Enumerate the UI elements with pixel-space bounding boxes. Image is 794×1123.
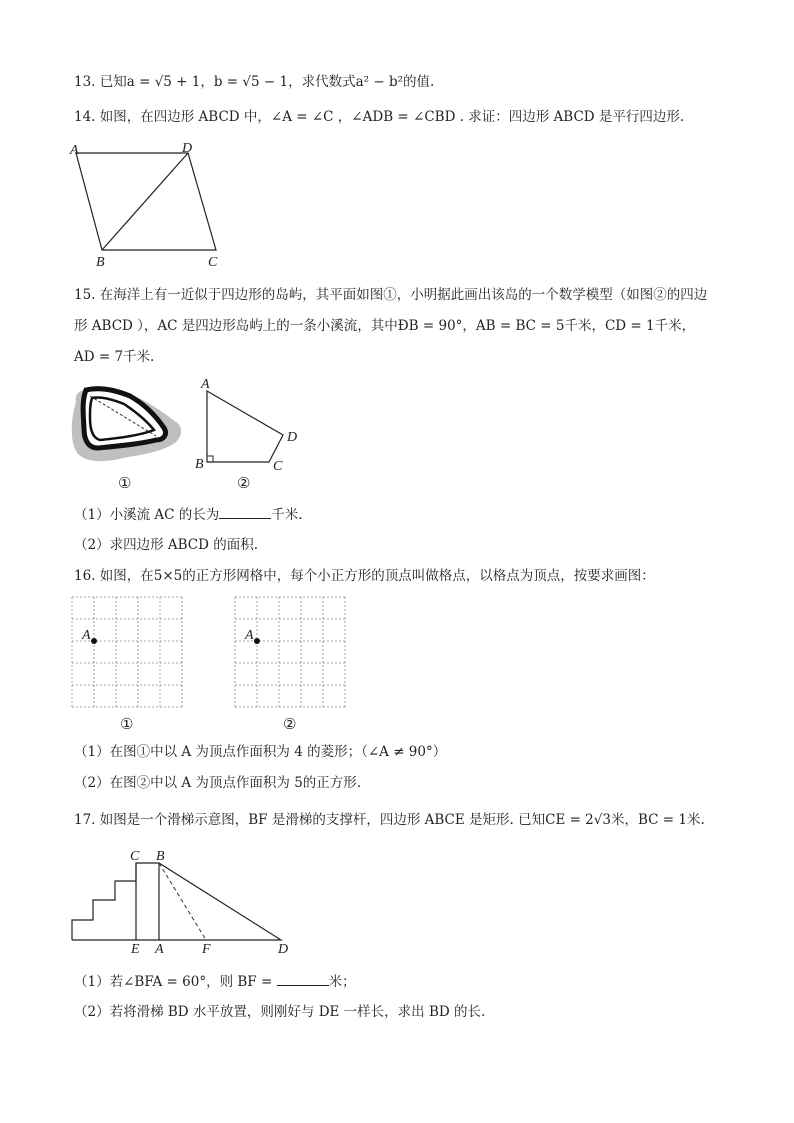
q16-sub2: （2）在图②中以 A 为顶点作面积为 5的正方形.: [74, 775, 362, 791]
q16-grid-2: [235, 597, 350, 735]
q16-grid2-label-a: A: [245, 628, 254, 643]
q17-slide-figure: [70, 848, 300, 958]
q16-grid-1: [72, 597, 187, 735]
question-15-line-1: 15. 在海洋上有一近似于四边形的岛屿，其平面如图①，小明据此画出该岛的一个数学模型（如图②的四边: [74, 287, 708, 303]
q15-quadrilateral-figure: [195, 378, 315, 493]
q17-label-d: D: [278, 942, 289, 957]
q14-parallelogram-figure: [70, 140, 230, 270]
q16-sub1: （1）在图①中以 A 为顶点作面积为 4 的菱形；（∠A ≠ 90°）: [74, 744, 447, 760]
q15-label-a: A: [201, 377, 210, 392]
q14-label-a: A: [70, 143, 79, 158]
q17-sub1-unit: 米；: [328, 974, 356, 990]
q15-sub1-text: （1）小溪流 AC 的长为: [74, 507, 220, 523]
q15-right-angle-mark: [207, 456, 213, 462]
q15-label-b: B: [195, 457, 204, 472]
q15-sub1: [74, 506, 303, 524]
q17-support-bf: [159, 863, 206, 940]
q16-grid1-point-a: [91, 638, 97, 644]
q14-label-d: D: [182, 141, 193, 156]
q17-sub1-text: （1）若∠BFA = 60°，则 BF =: [74, 974, 273, 990]
q17-slide-outline: [72, 863, 281, 940]
q15-sub1-unit: 千米.: [271, 507, 303, 523]
question-16: 16. 如图，在5×5的正方形网格中，每个小正方形的顶点叫做格点，以格点为顶点，按要求画图：: [74, 568, 655, 584]
q15-answer-blank[interactable]: [219, 506, 271, 519]
q17-label-c: C: [130, 849, 140, 864]
q17-label-a: A: [155, 942, 164, 957]
question-14: 14. 如图，在四边形 ABCD 中，∠A = ∠C ，∠ADB = ∠CBD . 求证：四边形 ABCD 是平行四边形.: [74, 109, 685, 125]
q14-label-c: C: [208, 255, 218, 270]
q15-label-c: C: [273, 459, 283, 474]
q15-fig2-label: ②: [237, 476, 251, 492]
q16-grid1-label-a: A: [82, 628, 91, 643]
question-13: 13. 已知a = √5 + 1，b = √5 − 1，求代数式a² − b²的值.: [74, 74, 435, 90]
q17-label-f: F: [202, 942, 211, 957]
q16-fig1-label: ①: [120, 717, 134, 733]
q15-island-figure: [68, 382, 188, 492]
q16-fig2-label: ②: [283, 717, 297, 733]
q14-label-b: B: [96, 255, 105, 270]
q16-grid2-point-a: [254, 638, 260, 644]
q17-label-e: E: [131, 942, 140, 957]
q17-sub2: （2）若将滑梯 BD 水平放置，则刚好与 DE 一样长，求出 BD 的长.: [74, 1004, 486, 1020]
q17-sub1: [74, 973, 356, 991]
q15-sub2: （2）求四边形 ABCD 的面积.: [74, 537, 259, 553]
q15-fig1-label: ①: [118, 476, 132, 492]
q15-quadrilateral: [207, 391, 283, 462]
q14-quadrilateral: [76, 153, 216, 250]
q17-answer-blank[interactable]: [277, 973, 329, 986]
question-17: 17. 如图是一个滑梯示意图，BF 是滑梯的支撑杆，四边形 ABCE 是矩形. 已知CE = 2√3米，BC = 1米.: [74, 812, 705, 828]
q15-label-d: D: [287, 430, 298, 445]
question-15-line-2: 形 ABCD ），AC 是四边形岛屿上的一条小溪流，其中ÐB = 90°，AB = BC = 5千米，CD = 1千米，: [74, 318, 696, 334]
question-15-line-3: AD = 7千米.: [74, 349, 155, 365]
q14-diagonal-bd: [102, 153, 188, 250]
q17-label-b: B: [156, 849, 165, 864]
